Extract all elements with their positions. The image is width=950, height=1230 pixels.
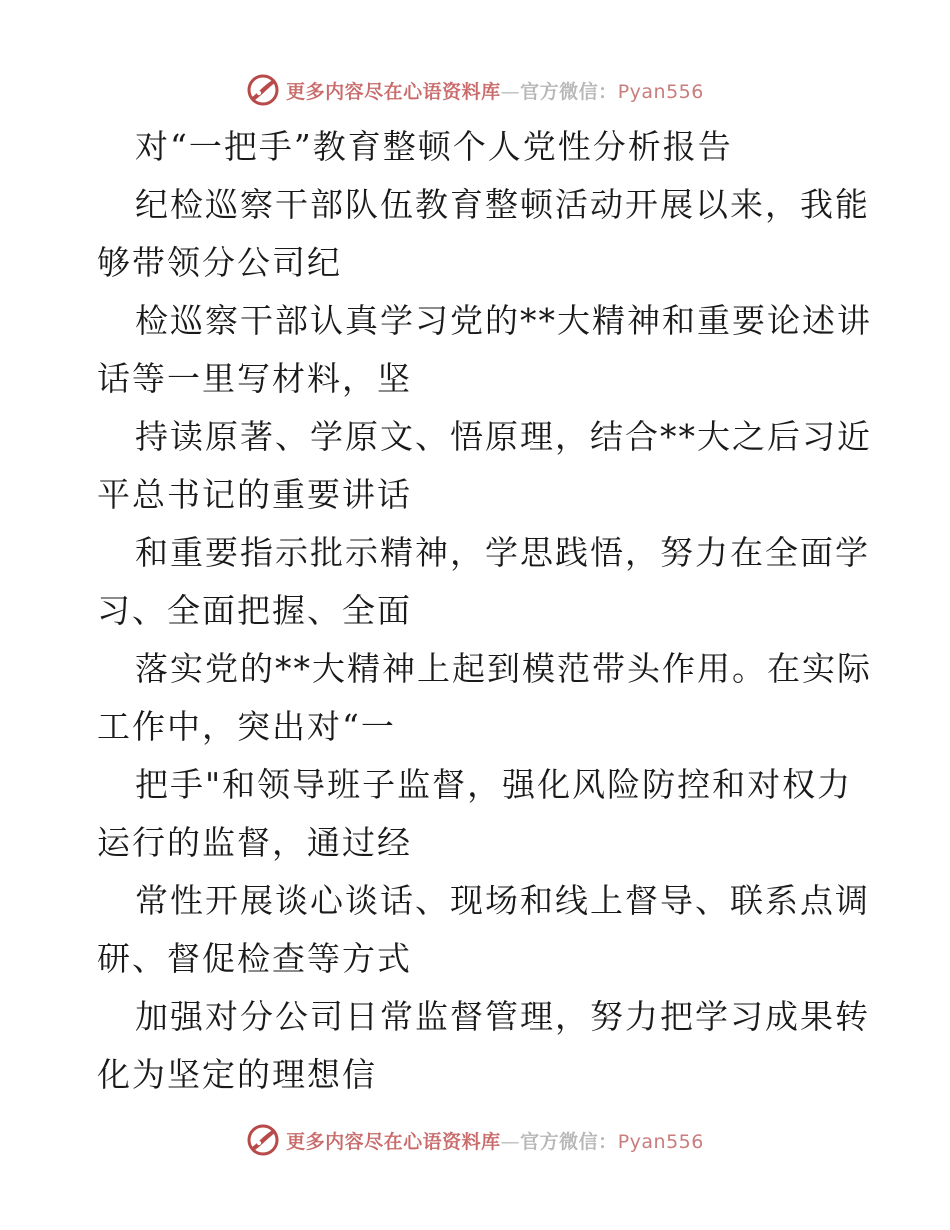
paragraph-line: 习、全面把握、全面 xyxy=(97,591,412,630)
watermark-site: 更多内容尽在心语资料库 xyxy=(286,1130,501,1153)
watermark-wechat-label: 官方微信： xyxy=(520,80,618,103)
paragraph-line: 够带领分公司纪 xyxy=(97,243,342,282)
document-body xyxy=(97,118,872,1104)
paragraph-line: 常性开展谈心谈话、现场和线上督导、联系点调 xyxy=(135,881,870,920)
paragraph-line: 研、督促检查等方式 xyxy=(97,939,412,978)
paragraph-line: 和重要指示批示精神，学思践悟，努力在全面学 xyxy=(135,533,870,572)
paragraph-line: 纪检巡察干部队伍教育整顿活动开展以来，我能 xyxy=(135,185,870,224)
watermark-text xyxy=(286,1127,704,1154)
watermark-wechat-id: Pyan556 xyxy=(617,1130,704,1153)
watermark-wechat-label: 官方微信： xyxy=(520,1130,618,1153)
paragraph-line: 检巡察干部认真学习党的**大精神和重要论述讲 xyxy=(135,301,872,340)
watermark-wechat-id: Pyan556 xyxy=(617,80,704,103)
pen-logo-icon xyxy=(246,1123,280,1157)
paragraph-line: 化为坚定的理想信 xyxy=(97,1055,377,1094)
watermark-dash: — xyxy=(500,1130,521,1153)
paragraph-line: 把手"和领导班子监督，强化风险防控和对权力 xyxy=(135,765,853,804)
paragraph-line: 加强对分公司日常监督管理，努力把学习成果转 xyxy=(135,997,870,1036)
watermark-site: 更多内容尽在心语资料库 xyxy=(286,80,501,103)
document-title: 对“一把手”教育整顿个人党性分析报告 xyxy=(135,127,733,166)
watermark-dash: — xyxy=(500,80,521,103)
paragraph-line: 平总书记的重要讲话 xyxy=(97,475,412,514)
paragraph-line: 持读原著、学原文、悟原理，结合**大之后习近 xyxy=(135,417,872,456)
paragraph-line: 运行的监督，通过经 xyxy=(97,823,412,862)
paragraph-line: 工作中，突出对“一 xyxy=(97,707,396,746)
paragraph-line: 话等一里写材料，坚 xyxy=(97,359,412,398)
paragraph-line: 落实党的**大精神上起到模范带头作用。在实际 xyxy=(135,649,872,688)
watermark-banner-bottom xyxy=(0,1120,950,1160)
pen-logo-icon xyxy=(246,73,280,107)
watermark-text xyxy=(286,77,704,104)
watermark-banner-top xyxy=(0,70,950,110)
